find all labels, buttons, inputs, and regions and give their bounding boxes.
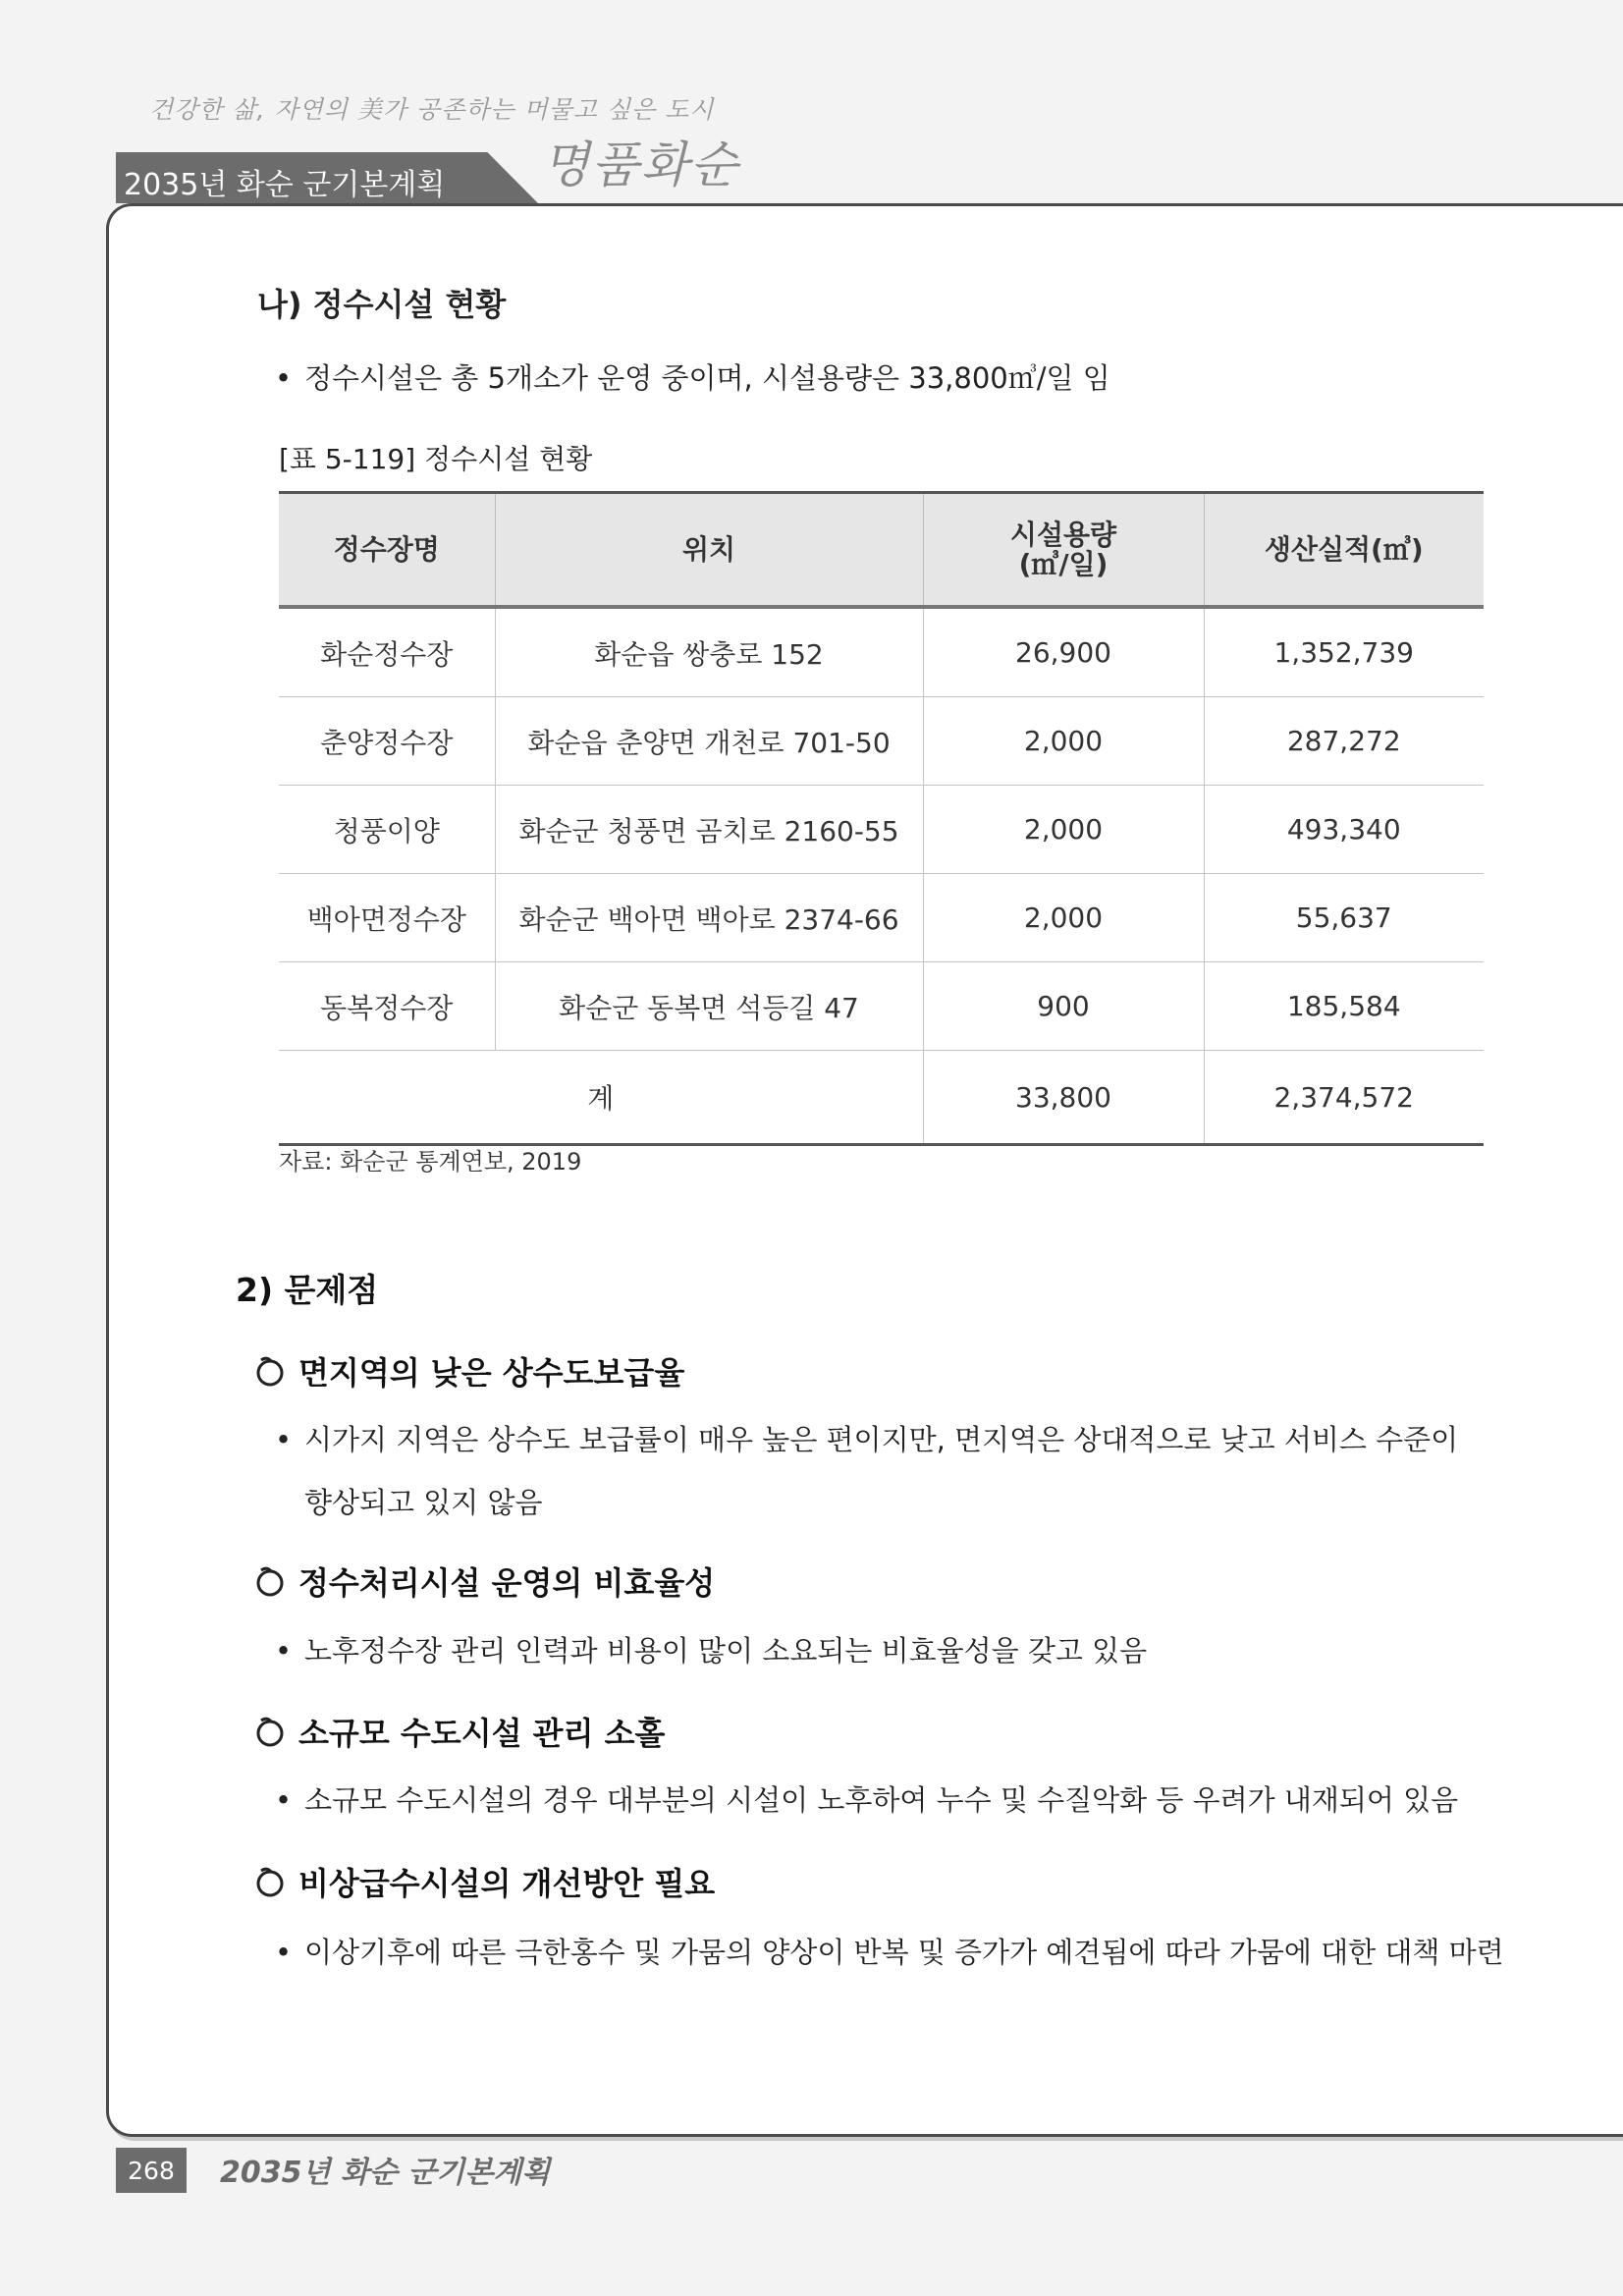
bullet-dot-icon: • <box>275 1634 293 1667</box>
issue-title: 면지역의 낮은 상수도보급율 <box>298 1354 685 1392</box>
cell-location: 화순군 백아면 백아로 2374-66 <box>495 874 923 962</box>
cell-capacity: 2,000 <box>923 697 1204 786</box>
cell-capacity: 2,000 <box>923 874 1204 962</box>
cell-production: 185,584 <box>1204 962 1484 1051</box>
bullet-dot-icon: • <box>275 1783 293 1817</box>
facility-table <box>279 491 1484 1146</box>
cell-production: 1,352,739 <box>1204 607 1484 697</box>
bullet-dot-icon: • <box>275 1936 293 1969</box>
header-title: 2035년 화순 군기본계획 <box>124 168 446 202</box>
table-header-row <box>279 493 1484 608</box>
issue-heading-3 <box>253 1709 665 1754</box>
total-capacity: 33,800 <box>923 1051 1204 1145</box>
section-heading-facility-status: 나) 정수시설 현황 <box>257 286 507 323</box>
table-row <box>279 786 1484 874</box>
cell-name: 동복정수장 <box>279 962 495 1051</box>
bullet-dot-icon: • <box>275 361 293 395</box>
cell-location: 화순읍 춘양면 개천로 701-50 <box>495 697 923 786</box>
cell-location: 화순군 청풍면 곰치로 2160-55 <box>495 786 923 874</box>
cell-production: 493,340 <box>1204 786 1484 874</box>
issue-bullet-1-continued: 향상되고 있지 않음 <box>304 1486 543 1519</box>
cell-name: 화순정수장 <box>279 607 495 697</box>
page-number: 268 <box>116 2148 187 2193</box>
cell-name: 춘양정수장 <box>279 697 495 786</box>
issue-heading-1 <box>253 1348 684 1394</box>
cell-capacity: 26,900 <box>923 607 1204 697</box>
cell-production: 55,637 <box>1204 874 1484 962</box>
col-header-name: 정수장명 <box>279 493 495 608</box>
cell-name: 백아면정수장 <box>279 874 495 962</box>
table-caption: [표 5-119] 정수시설 현황 <box>279 443 593 475</box>
issue-marker-icon <box>253 1354 287 1388</box>
header-slogan: 건강한 삶, 자연의 美가 공존하는 머물고 싶은 도시 <box>149 95 715 124</box>
issue-bullet-text: 소규모 수도시설의 경우 대부분의 시설이 노후하여 누수 및 수질악화 등 우려가 내재되어 있음 <box>304 1783 1459 1817</box>
cell-location: 화순군 동복면 석등길 47 <box>495 962 923 1051</box>
issue-title: 소규모 수도시설 관리 소홀 <box>298 1715 666 1752</box>
issue-bullet-1 <box>275 1418 1458 1458</box>
col-header-location: 위치 <box>495 493 923 608</box>
table-row <box>279 962 1484 1051</box>
total-production: 2,374,572 <box>1204 1051 1484 1145</box>
issue-bullet-text: 이상기후에 따른 극한홍수 및 가뭄의 양상이 반복 및 증가가 예견됨에 따라 가뭄에 대한 대책 마련 <box>304 1936 1504 1969</box>
issue-bullet-3 <box>275 1778 1458 1819</box>
table-row <box>279 697 1484 786</box>
brand-logo: 명품화순 <box>542 137 740 193</box>
cell-name: 청풍이양 <box>279 786 495 874</box>
total-label: 계 <box>279 1051 923 1145</box>
issue-bullet-2 <box>275 1629 1147 1669</box>
issue-marker-icon <box>253 1865 287 1898</box>
issue-bullet-text: 노후정수장 관리 인력과 비용이 많이 소요되는 비효율성을 갖고 있음 <box>304 1634 1148 1667</box>
footer-title: 2035년 화순 군기본계획 <box>220 2156 551 2190</box>
bullet-dot-icon: • <box>275 1423 293 1456</box>
issue-heading-2 <box>253 1558 715 1604</box>
table-total-row <box>279 1051 1484 1145</box>
cell-location: 화순읍 쌍충로 152 <box>495 607 923 697</box>
issue-title: 비상급수시설의 개선방안 필요 <box>298 1865 716 1902</box>
issue-bullet-4 <box>275 1931 1504 1971</box>
facility-bullet-text: 정수시설은 총 5개소가 운영 중이며, 시설용량은 33,800㎥/일 임 <box>304 361 1110 395</box>
cell-capacity: 2,000 <box>923 786 1204 874</box>
facility-bullet <box>275 356 1110 397</box>
section-heading-problems: 2) 문제점 <box>236 1271 379 1309</box>
issue-heading-4 <box>253 1859 715 1904</box>
issue-bullet-text: 시가지 지역은 상수도 보급률이 매우 높은 편이지만, 면지역은 상대적으로 낮고 서비스 수준이 <box>304 1423 1459 1456</box>
issue-marker-icon <box>253 1564 287 1598</box>
issue-title: 정수처리시설 운영의 비효율성 <box>298 1564 716 1602</box>
table-source-note: 자료: 화순군 통계연보, 2019 <box>279 1148 582 1175</box>
issue-marker-icon <box>253 1715 287 1748</box>
cell-production: 287,272 <box>1204 697 1484 786</box>
table-row <box>279 607 1484 697</box>
table-row <box>279 874 1484 962</box>
col-header-production: 생산실적(㎥) <box>1204 493 1484 608</box>
col-header-capacity: 시설용량 (㎥/일) <box>923 493 1204 608</box>
cell-capacity: 900 <box>923 962 1204 1051</box>
